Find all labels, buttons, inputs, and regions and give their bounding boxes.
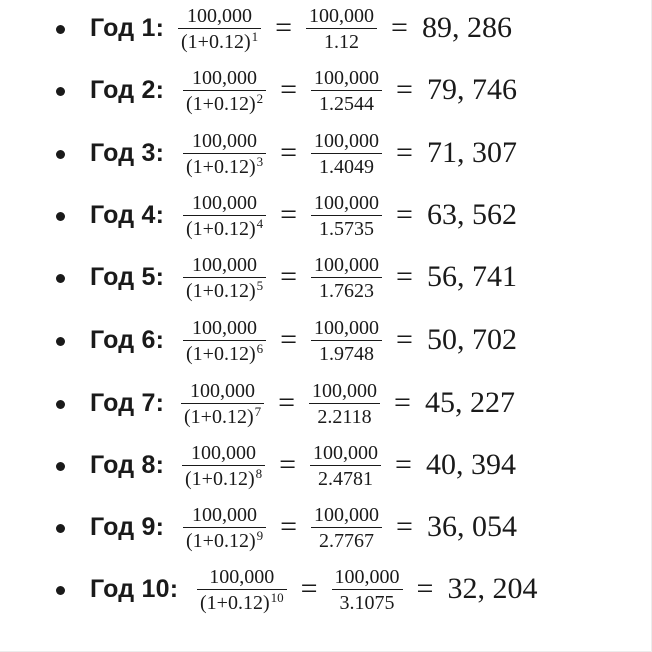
- formula: [197, 562, 537, 618]
- bullet-icon: [56, 150, 65, 159]
- equals-sign: =: [278, 386, 296, 419]
- fraction-denominator: [183, 341, 266, 364]
- divisor-value: 1.7623: [319, 280, 375, 303]
- equals-sign: =: [396, 198, 413, 231]
- exponent: 1: [251, 29, 259, 45]
- discount-fraction: [178, 6, 261, 53]
- exponent: 7: [254, 404, 262, 420]
- fraction-denominator: [183, 216, 266, 239]
- discount-fraction: [197, 567, 287, 614]
- exponent: 6: [256, 341, 264, 357]
- denominator-base: (1+0.12): [200, 592, 270, 615]
- formula: [183, 126, 517, 182]
- year-label: Год 6:: [90, 325, 165, 354]
- denominator-base: (1+0.12): [186, 218, 256, 241]
- computed-fraction: [306, 6, 377, 53]
- fraction-denominator: [183, 278, 266, 301]
- equals-sign: =: [395, 448, 412, 481]
- fraction-numerator: 100,000: [209, 565, 275, 588]
- year-label: Год 9:: [90, 512, 165, 541]
- fraction-numerator: 100,000: [187, 4, 253, 27]
- fraction-numerator: 100,000: [192, 191, 258, 214]
- denominator-base: (1+0.12): [181, 31, 251, 54]
- year-label: Год 10:: [90, 574, 179, 603]
- formula: [183, 500, 517, 556]
- computed-fraction: [332, 567, 403, 614]
- year-label: Год 2:: [90, 75, 165, 104]
- equals-sign: =: [391, 11, 408, 44]
- bullet-icon: [56, 274, 65, 283]
- fraction-numerator: 100,000: [314, 316, 380, 339]
- divisor-value: 1.9748: [319, 343, 375, 366]
- computed-fraction: [311, 318, 382, 365]
- discount-fraction: [183, 318, 266, 365]
- equals-sign: =: [280, 198, 298, 231]
- divisor-value: 1.4049: [319, 156, 375, 179]
- divisor-value: 2.4781: [318, 468, 374, 491]
- equals-sign: =: [300, 572, 318, 605]
- equals-sign: =: [394, 386, 411, 419]
- fraction-denominator: [197, 590, 287, 613]
- year-label: Год 4:: [90, 200, 165, 229]
- present-value-result: 45, 227: [424, 386, 515, 419]
- divisor-value: 2.2118: [317, 406, 372, 429]
- formula: [183, 63, 517, 119]
- computed-fraction: [311, 68, 382, 115]
- computed-fraction: [311, 255, 382, 302]
- fraction-denominator: [183, 154, 266, 177]
- equals-sign: =: [396, 510, 413, 543]
- present-value-result: 50, 702: [426, 323, 517, 356]
- fraction-numerator: 100,000: [190, 379, 256, 402]
- denominator-base: (1+0.12): [185, 468, 255, 491]
- equals-sign: =: [275, 11, 293, 44]
- divisor-value: 1.5735: [319, 218, 375, 241]
- present-value-result: 89, 286: [421, 11, 512, 44]
- fraction-numerator: 100,000: [191, 441, 257, 464]
- bullet-icon: [56, 524, 65, 533]
- divisor-value: 3.1075: [339, 592, 395, 615]
- exponent: 5: [256, 278, 264, 294]
- fraction-numerator: 100,000: [314, 191, 380, 214]
- divisor-value: 1.2544: [319, 93, 375, 116]
- fraction-numerator: 100,000: [312, 379, 378, 402]
- discount-fraction: [183, 131, 266, 178]
- fraction-numerator: 100,000: [192, 316, 258, 339]
- denominator-base: (1+0.12): [186, 343, 256, 366]
- equals-sign: =: [280, 510, 298, 543]
- bullet-icon: [56, 462, 65, 471]
- fraction-numerator: 100,000: [334, 565, 400, 588]
- discount-fraction: [183, 68, 266, 115]
- computed-fraction: [310, 443, 381, 490]
- bullet-icon: [56, 87, 65, 96]
- fraction-numerator: 100,000: [314, 253, 380, 276]
- bullet-icon: [56, 212, 65, 221]
- bullet-icon: [56, 337, 65, 346]
- formula: [183, 188, 517, 244]
- year-label: Год 8:: [90, 450, 165, 479]
- exponent: 10: [270, 590, 284, 606]
- year-label: Год 5:: [90, 262, 165, 291]
- exponent: 2: [256, 91, 264, 107]
- discount-fraction: [181, 381, 264, 428]
- denominator-base: (1+0.12): [186, 156, 256, 179]
- present-value-result: 79, 746: [426, 73, 517, 106]
- fraction-denominator: [181, 404, 264, 427]
- fraction-numerator: 100,000: [192, 503, 258, 526]
- formula: [182, 438, 516, 494]
- formula: [178, 1, 512, 57]
- equals-sign: =: [279, 448, 297, 481]
- equals-sign: =: [280, 260, 298, 293]
- equals-sign: =: [280, 323, 298, 356]
- computed-fraction: [311, 505, 382, 552]
- fraction-numerator: 100,000: [192, 253, 258, 276]
- present-value-result: 63, 562: [426, 198, 517, 231]
- denominator-base: (1+0.12): [186, 280, 256, 303]
- year-label: Год 7:: [90, 388, 165, 417]
- fraction-denominator: [183, 528, 266, 551]
- denominator-base: (1+0.12): [186, 93, 256, 116]
- bullet-icon: [56, 400, 65, 409]
- formula: [183, 250, 517, 306]
- exponent: 3: [256, 154, 264, 170]
- formula: [183, 313, 517, 369]
- divisor-value: 2.7767: [319, 530, 375, 553]
- present-value-result: 40, 394: [425, 448, 516, 481]
- discount-fraction: [183, 255, 266, 302]
- denominator-base: (1+0.12): [186, 530, 256, 553]
- fraction-denominator: [182, 466, 265, 489]
- equals-sign: =: [280, 73, 298, 106]
- present-value-result: 32, 204: [447, 572, 538, 605]
- equals-sign: =: [396, 136, 413, 169]
- fraction-denominator: [178, 29, 261, 52]
- formula: [181, 376, 515, 432]
- fraction-numerator: 100,000: [314, 66, 380, 89]
- present-value-result: 36, 054: [426, 510, 517, 543]
- divisor-value: 1.12: [324, 31, 360, 54]
- equals-sign: =: [280, 136, 298, 169]
- year-label: Год 1:: [90, 13, 165, 42]
- fraction-numerator: 100,000: [192, 129, 258, 152]
- bullet-icon: [56, 25, 65, 34]
- discount-fraction: [182, 443, 265, 490]
- fraction-numerator: 100,000: [314, 503, 380, 526]
- present-value-result: 56, 741: [426, 260, 517, 293]
- equals-sign: =: [396, 73, 413, 106]
- computed-fraction: [311, 131, 382, 178]
- computed-fraction: [311, 193, 382, 240]
- year-label: Год 3:: [90, 138, 165, 167]
- equals-sign: =: [396, 323, 413, 356]
- present-value-result: 71, 307: [426, 136, 517, 169]
- equals-sign: =: [396, 260, 413, 293]
- fraction-numerator: 100,000: [314, 129, 380, 152]
- discount-fraction: [183, 505, 266, 552]
- fraction-denominator: [183, 91, 266, 114]
- exponent: 4: [256, 216, 264, 232]
- fraction-numerator: 100,000: [192, 66, 258, 89]
- denominator-base: (1+0.12): [184, 406, 254, 429]
- computed-fraction: [309, 381, 380, 428]
- equals-sign: =: [416, 572, 434, 605]
- exponent: 8: [255, 466, 263, 482]
- bullet-icon: [56, 586, 65, 595]
- discount-fraction: [183, 193, 266, 240]
- fraction-numerator: 100,000: [309, 4, 375, 27]
- fraction-numerator: 100,000: [313, 441, 379, 464]
- exponent: 9: [256, 528, 264, 544]
